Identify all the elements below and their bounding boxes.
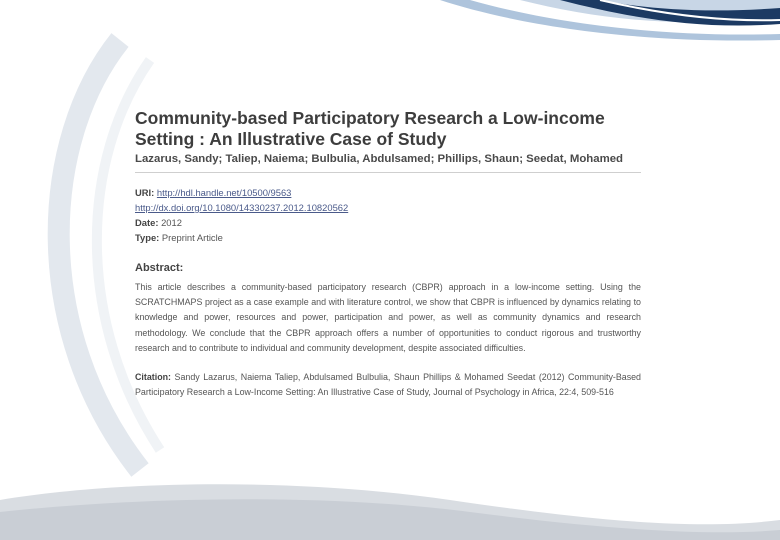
uri-link[interactable]: http://hdl.handle.net/10500/9563 [156, 187, 292, 198]
date-label: Date: [135, 217, 159, 228]
document-authors: Lazarus, Sandy; Taliep, Naiema; Bulbulia, Abdulsamed; Phillips, Shaun; Seedat, Mohamed [135, 153, 623, 165]
type-label: Type: [135, 232, 160, 243]
title-divider [135, 172, 641, 173]
date-row [135, 215, 641, 230]
date-value: 2012 [161, 217, 182, 228]
bottom-wave-highlight [0, 499, 780, 540]
document-title: Community-based Participatory Research a Low-income Setting : An Illustrative Case of Study [135, 108, 605, 149]
uri-row [135, 185, 641, 200]
type-value: Preprint Article [161, 232, 223, 243]
citation-text: Sandy Lazarus, Naiema Taliep, Abdulsamed Bulbulia, Shaun Phillips & Mohamed Seedat (2012) Community-Based Participatory Research a Low-Income Setting: An Illustrative Case of Study, Journal of Psychology in Africa, 22:4, 509-516 [135, 372, 641, 398]
uri-label: URI: [135, 187, 155, 198]
type-row [135, 230, 641, 245]
citation-label: Citation: [135, 372, 171, 383]
metadata-block [135, 185, 641, 245]
document-record [135, 108, 641, 400]
doi-link[interactable]: http://dx.doi.org/10.1080/14330237.2012.10820562 [135, 202, 349, 213]
abstract-heading: Abstract: [135, 262, 184, 274]
doi-row [135, 200, 641, 215]
citation-block [135, 370, 641, 400]
abstract-text: This article describes a community-based participatory research (CBPR) approach in a low-income setting. Using the SCRATCHMAPS project as a case example and with literature control, we show that CBPR is influenced by dynamics relating to knowledge and power, resources and power, participation and power, as well as community dynamics and research methodology. We conclude that the CBPR approach offers a number of opportunities to conduct rigorous and trustworthy research and to contribute to individual and community development, despite associated difficulties. [135, 282, 641, 353]
